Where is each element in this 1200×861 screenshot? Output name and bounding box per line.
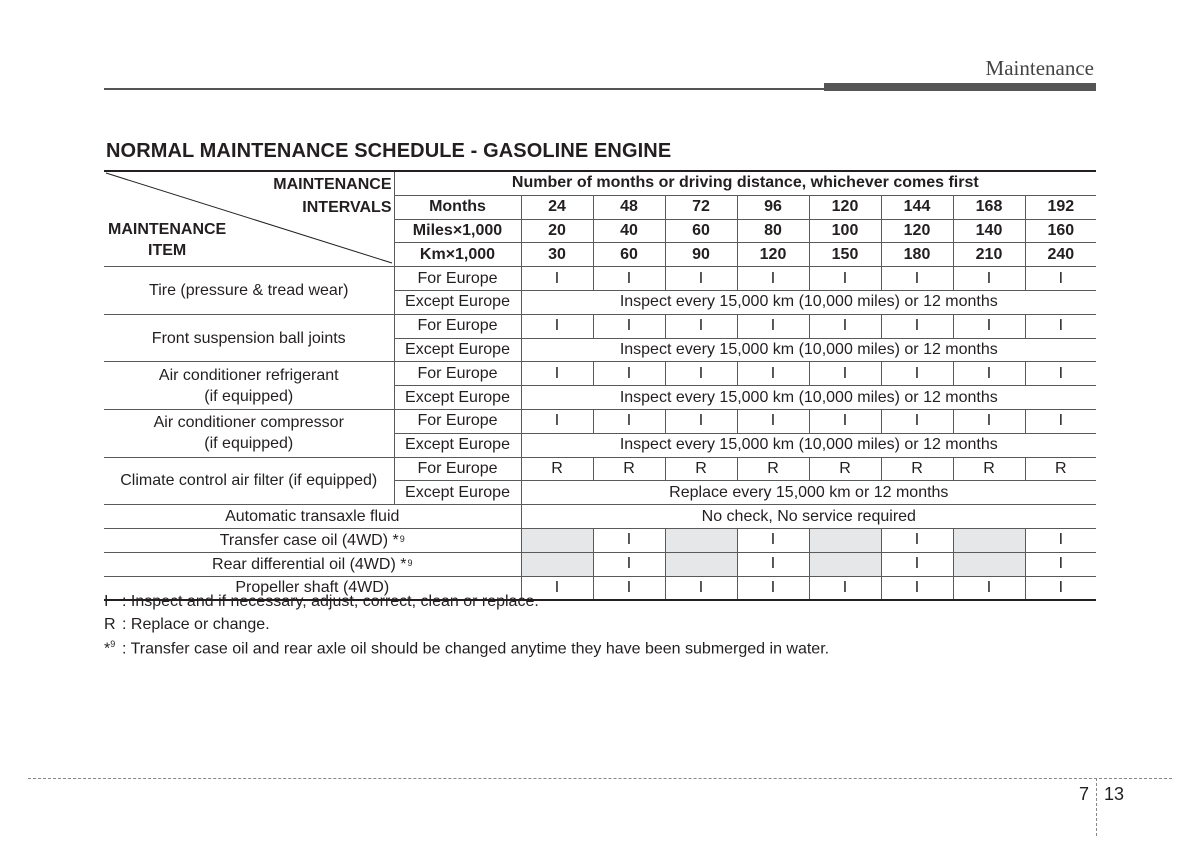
item-header <box>108 219 226 261</box>
interval-cell: I <box>593 576 665 600</box>
months-value: 72 <box>665 195 737 219</box>
condition-label: For Europe <box>394 314 521 338</box>
header-rule <box>104 88 824 90</box>
item-label-2: ITEM <box>148 242 187 259</box>
interval-cell: R <box>521 457 593 481</box>
maintenance-schedule-table <box>104 170 1096 601</box>
interval-cell: I <box>953 409 1025 433</box>
interval-cell: I <box>809 409 881 433</box>
miles-value: 120 <box>881 219 953 243</box>
page-number: 13 <box>1104 784 1125 804</box>
miles-value: 60 <box>665 219 737 243</box>
miles-value: 80 <box>737 219 809 243</box>
item-name: Front suspension ball joints <box>104 314 394 362</box>
km-value: 90 <box>665 243 737 267</box>
legend-text: : Transfer case oil and rear axle oil should be changed anytime they have been submerged in water. <box>122 640 830 658</box>
footnote-asterisk: * <box>104 640 111 658</box>
months-value: 24 <box>521 195 593 219</box>
km-label: Km×1,000 <box>394 243 521 267</box>
interval-cell <box>809 528 881 552</box>
miles-value: 100 <box>809 219 881 243</box>
interval-cell: I <box>665 576 737 600</box>
months-label: Months <box>394 195 521 219</box>
page-number-divider <box>1096 778 1097 836</box>
interval-cell: I <box>1025 267 1096 291</box>
item-name-line: Air conditioner compressor <box>153 414 344 432</box>
condition-label: For Europe <box>394 457 521 481</box>
km-value: 240 <box>1025 243 1096 267</box>
interval-cell: I <box>809 314 881 338</box>
interval-cell <box>809 552 881 576</box>
interval-cell: I <box>881 528 953 552</box>
interval-cell: I <box>737 528 809 552</box>
interval-cell: I <box>809 267 881 291</box>
miles-value: 160 <box>1025 219 1096 243</box>
interval-cell: R <box>881 457 953 481</box>
item-name <box>104 528 521 552</box>
item-name <box>104 409 394 457</box>
interval-text: Inspect every 15,000 km (10,000 miles) or 12 months <box>521 433 1096 457</box>
legend-text: : Inspect and if necessary, adjust, correct, clean or replace. <box>122 593 539 610</box>
header-row-span <box>104 171 1096 195</box>
interval-cell: I <box>593 314 665 338</box>
schedule-title: NORMAL MAINTENANCE SCHEDULE - GASOLINE ENGINE <box>106 140 672 162</box>
legend-key <box>104 639 122 658</box>
interval-cell: I <box>1025 528 1096 552</box>
interval-cell: I <box>593 552 665 576</box>
interval-cell: I <box>521 409 593 433</box>
km-value: 180 <box>881 243 953 267</box>
interval-cell: I <box>881 362 953 386</box>
interval-text: No check, No service required <box>521 505 1096 529</box>
interval-cell: I <box>953 267 1025 291</box>
interval-cell: I <box>737 314 809 338</box>
item-name-line: (if equipped) <box>204 435 294 453</box>
interval-cell: R <box>737 457 809 481</box>
interval-cell: I <box>593 528 665 552</box>
interval-cell: I <box>881 314 953 338</box>
miles-value: 140 <box>953 219 1025 243</box>
condition-label: For Europe <box>394 362 521 386</box>
table-row <box>104 505 1096 529</box>
interval-cell: I <box>521 267 593 291</box>
item-name: Propeller shaft (4WD) <box>104 576 521 600</box>
legend-key: R <box>104 616 116 633</box>
interval-text: Inspect every 15,000 km (10,000 miles) or 12 months <box>521 290 1096 314</box>
corner-header-cell <box>104 171 394 267</box>
interval-cell: I <box>737 552 809 576</box>
interval-cell: I <box>809 576 881 600</box>
condition-label: For Europe <box>394 267 521 291</box>
interval-cell: I <box>737 267 809 291</box>
footer-divider <box>28 778 1172 779</box>
table-row <box>104 552 1096 576</box>
interval-cell: I <box>1025 409 1096 433</box>
interval-cell: I <box>665 314 737 338</box>
item-label-1: MAINTENANCE <box>108 221 227 238</box>
months-value: 120 <box>809 195 881 219</box>
interval-cell: I <box>593 267 665 291</box>
interval-cell: I <box>521 362 593 386</box>
interval-cell <box>521 528 593 552</box>
months-value: 144 <box>881 195 953 219</box>
interval-cell: I <box>881 576 953 600</box>
legend-key: I <box>104 593 109 610</box>
footnote-ref: 9 <box>407 557 413 568</box>
months-value: 96 <box>737 195 809 219</box>
legend-item-footnote <box>104 639 829 658</box>
interval-cell: I <box>737 409 809 433</box>
footnote-number: 9 <box>110 639 116 649</box>
interval-cell <box>953 552 1025 576</box>
intervals-header <box>273 174 391 219</box>
item-name-text: Rear differential oil (4WD) * <box>212 555 407 573</box>
interval-text: Replace every 15,000 km or 12 months <box>521 481 1096 505</box>
interval-cell: I <box>809 362 881 386</box>
intervals-label-2: INTERVALS <box>302 198 392 216</box>
item-name-line: Air conditioner refrigerant <box>158 366 339 384</box>
interval-cell: I <box>1025 362 1096 386</box>
interval-cell: I <box>953 362 1025 386</box>
header-bar <box>824 83 1096 91</box>
km-value: 60 <box>593 243 665 267</box>
interval-cell: I <box>665 409 737 433</box>
span-header: Number of months or driving distance, whichever comes first <box>394 171 1096 195</box>
interval-cell: R <box>665 457 737 481</box>
interval-cell: I <box>881 409 953 433</box>
item-name-line: (if equipped) <box>204 387 294 405</box>
interval-cell: R <box>593 457 665 481</box>
interval-cell: I <box>665 362 737 386</box>
condition-label: Except Europe <box>394 386 521 410</box>
interval-cell: I <box>593 362 665 386</box>
item-name <box>104 362 394 410</box>
condition-label: For Europe <box>394 409 521 433</box>
table-row <box>104 457 1096 481</box>
table-row <box>104 528 1096 552</box>
item-name: Climate control air filter (if equipped) <box>104 457 394 505</box>
months-value: 168 <box>953 195 1025 219</box>
item-name: Tire (pressure & tread wear) <box>104 267 394 315</box>
chapter-number: 7 <box>1079 784 1090 804</box>
miles-value: 40 <box>593 219 665 243</box>
interval-cell: I <box>737 362 809 386</box>
interval-cell: I <box>953 314 1025 338</box>
condition-label: Except Europe <box>394 433 521 457</box>
interval-cell: I <box>737 576 809 600</box>
legend-text: : Replace or change. <box>122 616 270 633</box>
legend-item-replace <box>104 616 270 634</box>
interval-cell <box>953 528 1025 552</box>
months-value: 48 <box>593 195 665 219</box>
condition-label: Except Europe <box>394 338 521 362</box>
running-header-title: Maintenance <box>985 56 1094 80</box>
interval-text: Inspect every 15,000 km (10,000 miles) or 12 months <box>521 386 1096 410</box>
table-row <box>104 314 1096 338</box>
condition-label: Except Europe <box>394 481 521 505</box>
months-value: 192 <box>1025 195 1096 219</box>
interval-cell: R <box>809 457 881 481</box>
interval-cell: R <box>1025 457 1096 481</box>
item-name-text: Transfer case oil (4WD) * <box>219 531 399 549</box>
table-row <box>104 362 1096 386</box>
table-row <box>104 267 1096 291</box>
interval-cell: I <box>665 267 737 291</box>
interval-cell: I <box>881 552 953 576</box>
interval-cell: I <box>1025 576 1096 600</box>
interval-cell: R <box>953 457 1025 481</box>
miles-label: Miles×1,000 <box>394 219 521 243</box>
table-row <box>104 409 1096 433</box>
item-name: Automatic transaxle fluid <box>104 505 521 529</box>
condition-label: Except Europe <box>394 290 521 314</box>
interval-cell: I <box>1025 552 1096 576</box>
intervals-label-1: MAINTENANCE <box>273 176 392 193</box>
footnote-ref: 9 <box>399 533 405 544</box>
km-value: 30 <box>521 243 593 267</box>
legend-item-inspect <box>104 593 539 611</box>
miles-value: 20 <box>521 219 593 243</box>
km-value: 210 <box>953 243 1025 267</box>
interval-cell <box>665 528 737 552</box>
interval-cell: I <box>593 409 665 433</box>
interval-text: Inspect every 15,000 km (10,000 miles) or 12 months <box>521 338 1096 362</box>
km-value: 120 <box>737 243 809 267</box>
interval-cell: I <box>1025 314 1096 338</box>
item-name <box>104 552 521 576</box>
interval-cell <box>665 552 737 576</box>
interval-cell: I <box>953 576 1025 600</box>
interval-cell: I <box>521 314 593 338</box>
interval-cell <box>521 552 593 576</box>
interval-cell: I <box>881 267 953 291</box>
interval-cell: I <box>521 576 593 600</box>
km-value: 150 <box>809 243 881 267</box>
